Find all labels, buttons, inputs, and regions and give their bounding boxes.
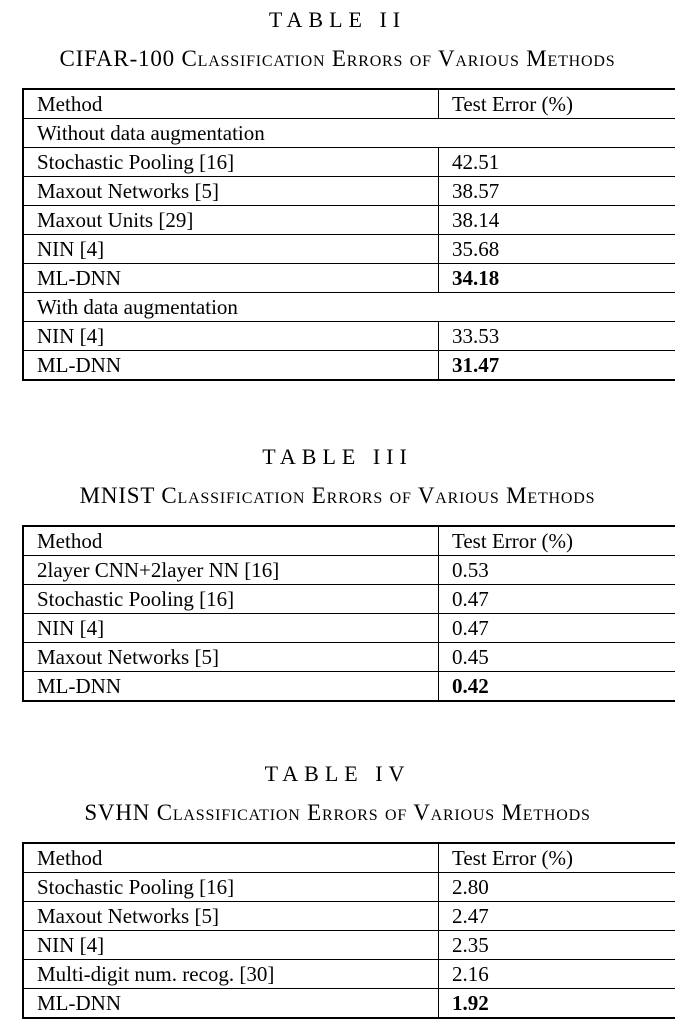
section-row (23, 119, 675, 148)
error-cell: 0.45 (439, 643, 675, 672)
table-iv (22, 842, 675, 1019)
error-cell: 0.47 (439, 614, 675, 643)
error-cell: 0.47 (439, 585, 675, 614)
table-row (23, 989, 675, 1019)
error-cell: 33.53 (439, 322, 675, 351)
table-row (23, 960, 675, 989)
error-column-header: Test Error (%) (439, 89, 675, 119)
table-row (23, 931, 675, 960)
method-cell: Stochastic Pooling [16] (23, 873, 439, 902)
method-column-header: Method (23, 526, 439, 556)
table-iii-label: TABLE III (262, 444, 413, 469)
method-column-header: Method (23, 843, 439, 873)
error-cell: 34.18 (439, 264, 675, 293)
table-ii-caption: CIFAR-100 Classification Errors of Various Methods (59, 46, 616, 71)
table-iii-caption: MNIST Classification Errors of Various Methods (79, 483, 596, 508)
error-cell: 0.42 (439, 672, 675, 702)
table-row (23, 873, 675, 902)
method-column-header: Method (23, 89, 439, 119)
table-row (23, 672, 675, 702)
header-row (23, 843, 675, 873)
error-cell: 2.80 (439, 873, 675, 902)
table-row (23, 643, 675, 672)
error-column-header: Test Error (%) (439, 526, 675, 556)
table-ii (22, 88, 675, 381)
table-ii-block (0, 0, 675, 381)
table-iii-block (0, 445, 675, 702)
table-iv-caption: SVHN Classification Errors of Various Methods (84, 800, 591, 825)
method-cell: NIN [4] (23, 322, 439, 351)
table-row (23, 206, 675, 235)
table-row (23, 264, 675, 293)
header-row (23, 89, 675, 119)
method-cell: Multi-digit num. recog. [30] (23, 960, 439, 989)
error-cell: 35.68 (439, 235, 675, 264)
method-cell: 2layer CNN+2layer NN [16] (23, 556, 439, 585)
error-cell: 2.47 (439, 902, 675, 931)
table-iv-label: TABLE IV (264, 761, 411, 786)
method-cell: NIN [4] (23, 235, 439, 264)
method-cell: Stochastic Pooling [16] (23, 585, 439, 614)
header-row (23, 526, 675, 556)
table-iv-block (0, 762, 675, 1019)
method-cell: Maxout Units [29] (23, 206, 439, 235)
error-cell: 0.53 (439, 556, 675, 585)
section-label: Without data augmentation (23, 119, 675, 148)
table-iii (22, 525, 675, 702)
error-column-header: Test Error (%) (439, 843, 675, 873)
error-cell: 2.16 (439, 960, 675, 989)
method-cell: Maxout Networks [5] (23, 643, 439, 672)
method-cell: ML-DNN (23, 672, 439, 702)
method-cell: NIN [4] (23, 614, 439, 643)
table-row (23, 614, 675, 643)
table-row (23, 556, 675, 585)
error-cell: 31.47 (439, 351, 675, 381)
table-ii-label: TABLE II (268, 7, 407, 32)
table-row (23, 585, 675, 614)
section-label: With data augmentation (23, 293, 675, 322)
section-row (23, 293, 675, 322)
table-row (23, 235, 675, 264)
table-row (23, 148, 675, 177)
method-cell: Stochastic Pooling [16] (23, 148, 439, 177)
error-cell: 38.14 (439, 206, 675, 235)
error-cell: 2.35 (439, 931, 675, 960)
table-row (23, 177, 675, 206)
method-cell: NIN [4] (23, 931, 439, 960)
method-cell: Maxout Networks [5] (23, 177, 439, 206)
table-row (23, 902, 675, 931)
method-cell: ML-DNN (23, 264, 439, 293)
error-cell: 38.57 (439, 177, 675, 206)
error-cell: 1.92 (439, 989, 675, 1019)
method-cell: ML-DNN (23, 351, 439, 381)
error-cell: 42.51 (439, 148, 675, 177)
method-cell: ML-DNN (23, 989, 439, 1019)
method-cell: Maxout Networks [5] (23, 902, 439, 931)
table-row (23, 322, 675, 351)
table-row (23, 351, 675, 381)
